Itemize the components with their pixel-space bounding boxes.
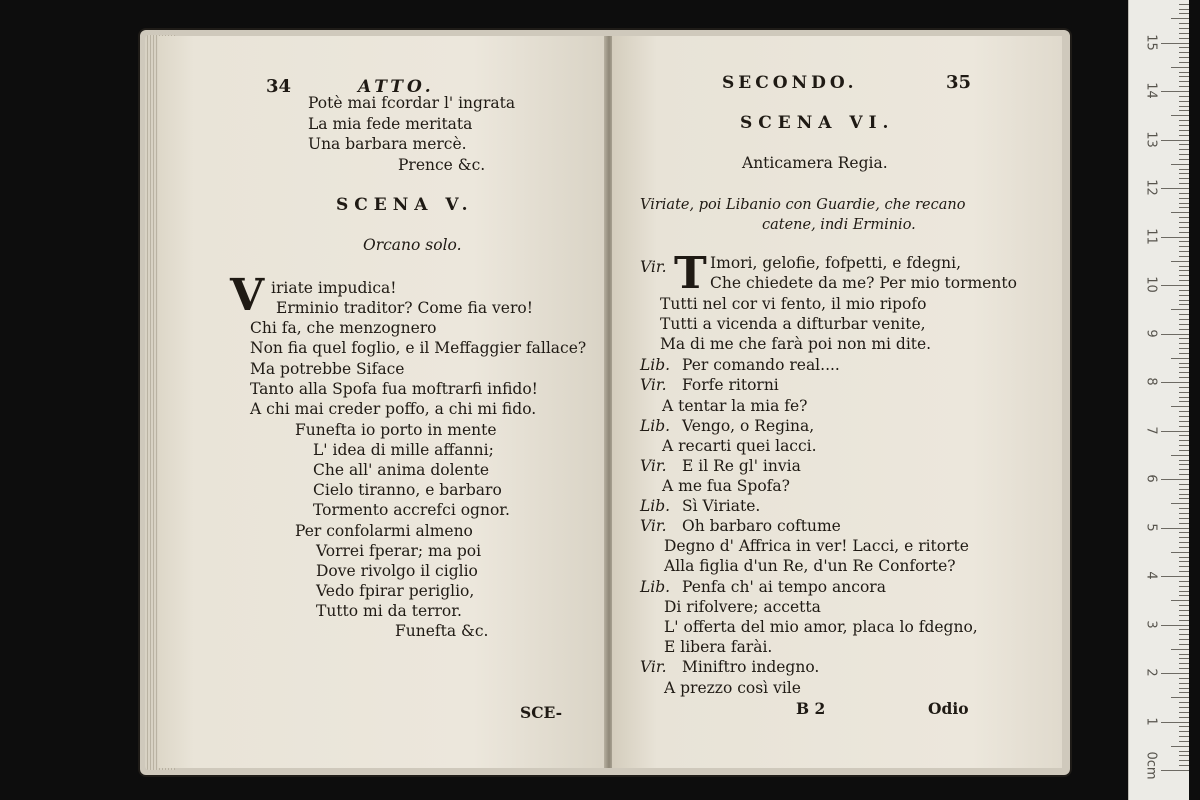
ruler-tick [1179,159,1189,160]
running-head: SECONDO. [722,73,858,93]
ruler-tick [1179,338,1189,339]
ruler-tick [1179,135,1189,136]
ruler-tick [1179,372,1189,373]
ruler-number: 4 [1143,571,1159,580]
scene-heading: SCENA V. [336,195,474,215]
ruler-tick [1179,751,1189,752]
stage-direction: catene, indi Erminio. [762,217,916,233]
scene-setting: Anticamera Regia. [742,154,888,172]
ruler-tick [1179,256,1189,257]
speaker: Vir. [640,376,667,394]
ruler-tick [1179,460,1189,461]
ruler-tick [1179,644,1189,645]
ruler-tick [1179,62,1189,63]
ruler-tick [1179,712,1189,713]
ruler-tick [1179,513,1189,514]
verse-line: Tutto mi da terror. [316,602,462,620]
ruler-tick [1179,518,1189,519]
ruler-tick [1179,110,1189,111]
ruler-tick [1179,474,1189,475]
verse-line: Che all' anima dolente [313,461,490,479]
ruler-tick [1171,503,1189,504]
ruler-tick [1171,600,1189,601]
ruler-tick [1179,246,1189,247]
verse-line: Penfa ch' ai tempo ancora [682,578,886,596]
ruler-tick [1161,188,1189,189]
verse-line: Per comando real.... [682,356,840,374]
ruler-tick [1179,542,1189,543]
verse-line: Tormento accrefci ognor. [313,501,510,519]
ruler-tick [1179,348,1189,349]
verse-line: Vengo, o Regina, [682,417,815,435]
verse-line: Funefta io porto in mente [295,421,497,439]
ruler-tick [1161,770,1189,771]
ruler-tick [1179,726,1189,727]
ruler-tick [1179,615,1189,616]
ruler-tick [1179,678,1189,679]
ruler-tick [1179,702,1189,703]
ruler-tick [1171,164,1189,165]
verse-line: Funefta &c. [395,622,489,640]
ruler-tick [1179,416,1189,417]
ruler-tick [1161,382,1189,383]
ruler-tick [1179,149,1189,150]
ruler-tick [1171,67,1189,68]
verse-line: Tutti a vicenda a difturbar venite, [660,315,926,333]
ruler-number: 15 [1143,33,1159,51]
speaker: Vir. [640,658,667,676]
scene-heading: SCENA VI. [740,113,895,133]
ruler-tick [1179,120,1189,121]
ruler-tick [1171,649,1189,650]
ruler-tick [1179,741,1189,742]
ruler-tick [1161,285,1189,286]
ruler-tick [1179,290,1189,291]
ruler-tick [1179,450,1189,451]
ruler-tick [1179,154,1189,155]
ruler-number: 13 [1143,130,1159,148]
ruler-number: 8 [1143,377,1159,386]
ruler-tick [1179,557,1189,558]
ruler-tick [1171,115,1189,116]
ruler-tick [1179,130,1189,131]
ruler-tick [1179,353,1189,354]
verse-line: Una barbara mercè. [308,135,467,153]
ruler-tick [1179,72,1189,73]
verse-line: Alla figlia d'un Re, d'un Re Conforte? [664,557,956,575]
verse-line: E libera farài. [664,638,773,656]
ruler-tick [1179,324,1189,325]
ruler-tick [1161,722,1189,723]
ruler-tick [1171,261,1189,262]
ruler-tick [1179,367,1189,368]
left-page [158,36,608,768]
ruler-tick [1179,566,1189,567]
ruler-number: 7 [1143,425,1159,435]
ruler-tick [1161,91,1189,92]
ruler-number: 3 [1143,619,1159,629]
ruler-tick [1179,591,1189,592]
speaker: Vir. [640,517,667,535]
verse-line: Forfe ritorni [682,376,779,394]
ruler-tick [1179,377,1189,378]
ruler-tick [1179,683,1189,684]
ruler-tick [1179,232,1189,233]
verse-line: Chi fa, che menzognero [250,319,437,337]
drop-cap: V [230,270,265,321]
ruler-tick [1171,309,1189,310]
ruler-number: 14 [1143,82,1159,99]
verse-line: Vorrei fperar; ma poi [316,542,482,560]
ruler-tick [1179,489,1189,490]
signature-mark: B 2 [796,699,826,718]
verse-line: L' offerta del mio amor, placa lo fdegno, [664,618,978,636]
ruler-tick [1179,654,1189,655]
speaker: Vir. [640,457,667,475]
speaker: Lib. [640,356,671,374]
ruler-tick [1179,537,1189,538]
verse-line: Tanto alla Spofa fua moftrarfi infido! [250,380,538,398]
verse-line: Vedo fpirar periglio, [316,582,475,600]
measuring-ruler [1128,0,1189,800]
speaker: Lib. [640,417,671,435]
ruler-tick [1179,86,1189,87]
ruler-tick [1179,241,1189,242]
ruler-number: 6 [1143,474,1159,483]
right-page [612,36,1062,768]
verse-line: Potè mai fcordar l' ingrata [308,94,516,112]
ruler-tick [1179,203,1189,204]
ruler-tick [1179,217,1189,218]
drop-cap: T [674,248,707,299]
ruler-tick [1161,140,1189,141]
ruler-tick [1161,43,1189,44]
speaker: Lib. [640,497,671,515]
ruler-tick [1179,47,1189,48]
ruler-tick [1161,576,1189,577]
ruler-tick [1179,251,1189,252]
ruler-tick [1179,198,1189,199]
catchword: Odio [928,699,969,718]
ruler-number: 11 [1143,227,1159,245]
ruler-tick [1171,697,1189,698]
ruler-tick [1171,18,1189,19]
ruler-tick [1179,275,1189,276]
speaker: Lib. [640,578,671,596]
verse-line: A prezzo così vile [664,679,801,697]
ruler-tick [1161,237,1189,238]
ruler-tick [1179,76,1189,77]
ruler-tick [1179,760,1189,761]
ruler-tick [1179,227,1189,228]
verse-line: E il Re gl' invia [682,457,801,475]
ruler-tick [1179,581,1189,582]
ruler-tick [1179,101,1189,102]
ruler-tick [1179,639,1189,640]
page-number: 34 [266,76,292,97]
ruler-tick [1179,605,1189,606]
ruler-tick [1179,595,1189,596]
verse-line: Ma potrebbe Sifаce [250,360,405,378]
ruler-tick [1179,178,1189,179]
ruler-tick [1179,4,1189,5]
ruler-tick [1179,9,1189,10]
running-head: ATTO. [358,77,435,97]
ruler-tick [1179,207,1189,208]
ruler-tick [1179,270,1189,271]
ruler-tick [1179,193,1189,194]
ruler-tick [1179,532,1189,533]
ruler-number: 2 [1143,668,1159,677]
verse-line: L' idea di mille affanni; [313,441,494,459]
ruler-tick [1179,668,1189,669]
verse-line: Prence &c. [398,156,486,174]
verse-line: Per confolarmi almeno [295,522,473,540]
ruler-tick [1179,13,1189,14]
ruler-tick [1179,304,1189,305]
ruler-tick [1179,300,1189,301]
ruler-tick [1179,620,1189,621]
ruler-tick [1179,435,1189,436]
ruler-tick [1179,343,1189,344]
ruler-tick [1179,106,1189,107]
verse-line: Che chiedete da me? Per mio tormento [710,274,1017,292]
ruler-tick [1179,173,1189,174]
ruler-tick [1179,629,1189,630]
ruler-tick [1179,411,1189,412]
verse-line: Tutti nel cor vi fento, il mio ripofo [660,295,927,313]
ruler-tick [1179,663,1189,664]
ruler-tick [1179,523,1189,524]
ruler-tick [1179,547,1189,548]
ruler-tick [1179,610,1189,611]
ruler-tick [1179,421,1189,422]
ruler-tick [1179,755,1189,756]
ruler-tick [1179,498,1189,499]
ruler-tick [1179,571,1189,572]
ruler-number: 9 [1143,328,1159,338]
ruler-tick [1179,33,1189,34]
ruler-tick [1171,552,1189,553]
ruler-tick [1161,528,1189,529]
ruler-tick [1179,731,1189,732]
speaker: Vir. [640,258,667,276]
ruler-tick [1179,765,1189,766]
verse-line: A tentar la mia fe? [662,397,808,415]
ruler-tick [1179,183,1189,184]
ruler-tick [1171,212,1189,213]
ruler-tick [1179,52,1189,53]
verse-line: Miniftro indegno. [682,658,820,676]
ruler-tick [1161,431,1189,432]
ruler-tick [1179,319,1189,320]
verse-line: Sì Viriate. [682,497,761,515]
ruler-tick [1179,561,1189,562]
verse-line: A me fua Spofa? [662,477,790,495]
ruler-tick [1179,707,1189,708]
ruler-tick [1179,38,1189,39]
ruler-tick [1179,169,1189,170]
ruler-tick [1161,334,1189,335]
ruler-tick [1179,717,1189,718]
ruler-tick [1171,455,1189,456]
ruler-number: 1 [1143,716,1159,726]
ruler-tick [1179,401,1189,402]
ruler-tick [1179,736,1189,737]
ruler-tick [1179,464,1189,465]
ruler-tick [1179,125,1189,126]
ruler-tick [1179,57,1189,58]
verse-line: La mia fede meritata [308,115,473,133]
scene-subtitle: Orcano solo. [363,236,462,254]
ruler-number: 5 [1143,522,1159,532]
ruler-tick [1179,426,1189,427]
ruler-tick [1171,358,1189,359]
catchword: SCE- [520,703,563,722]
ruler-number: 10 [1143,276,1159,293]
verse-line: Dove rivolgo il ciglio [316,562,478,580]
ruler-tick [1179,280,1189,281]
ruler-tick [1179,484,1189,485]
ruler-tick [1179,81,1189,82]
ruler-tick [1179,387,1189,388]
ruler-tick [1179,144,1189,145]
page-number: 35 [946,72,972,93]
ruler-tick [1179,329,1189,330]
ruler-tick [1161,625,1189,626]
ruler-tick [1179,508,1189,509]
verse-line: iriate impudica! [271,279,397,297]
ruler-tick [1179,586,1189,587]
ruler-tick [1179,634,1189,635]
ruler-tick [1179,23,1189,24]
ruler-tick [1179,392,1189,393]
verse-line: Erminio traditor? Come fia vero! [276,299,533,317]
ruler-tick [1179,222,1189,223]
verse-line: Imori, gelofie, fofpetti, e fdegni, [710,254,962,272]
ruler-tick [1179,440,1189,441]
ruler-number: 0cm [1143,751,1159,780]
ruler-tick [1171,406,1189,407]
verse-line: A chi mai creder poffo, a chi mi fido. [250,400,537,418]
ruler-tick [1179,363,1189,364]
ruler-tick [1179,96,1189,97]
verse-line: Oh barbaro coftume [682,517,841,535]
verse-line: Di rifolvere; accetta [664,598,821,616]
verse-line: A recarti quei lacci. [662,437,817,455]
ruler-tick [1179,295,1189,296]
verse-line: Non fia quel foglio, e il Meffaggier fallace? [250,339,587,357]
ruler-tick [1179,658,1189,659]
verse-line: Cielo tiranno, e barbaro [313,481,502,499]
ruler-tick [1161,479,1189,480]
ruler-tick [1179,28,1189,29]
verse-line: Degno d' Affrica in ver! Lacci, e ritorte [664,537,969,555]
ruler-tick [1179,314,1189,315]
verse-line: Ma di me che farà poi non mi dite. [660,335,932,353]
ruler-tick [1179,494,1189,495]
ruler-tick [1179,688,1189,689]
ruler-tick [1179,469,1189,470]
ruler-tick [1179,266,1189,267]
stage-direction: Viriate, poi Libanio con Guardie, che recano [640,197,966,213]
ruler-tick [1179,397,1189,398]
ruler-tick [1179,692,1189,693]
ruler-tick [1161,673,1189,674]
ruler-tick [1179,445,1189,446]
ruler-number: 12 [1143,179,1159,196]
ruler-tick [1171,746,1189,747]
